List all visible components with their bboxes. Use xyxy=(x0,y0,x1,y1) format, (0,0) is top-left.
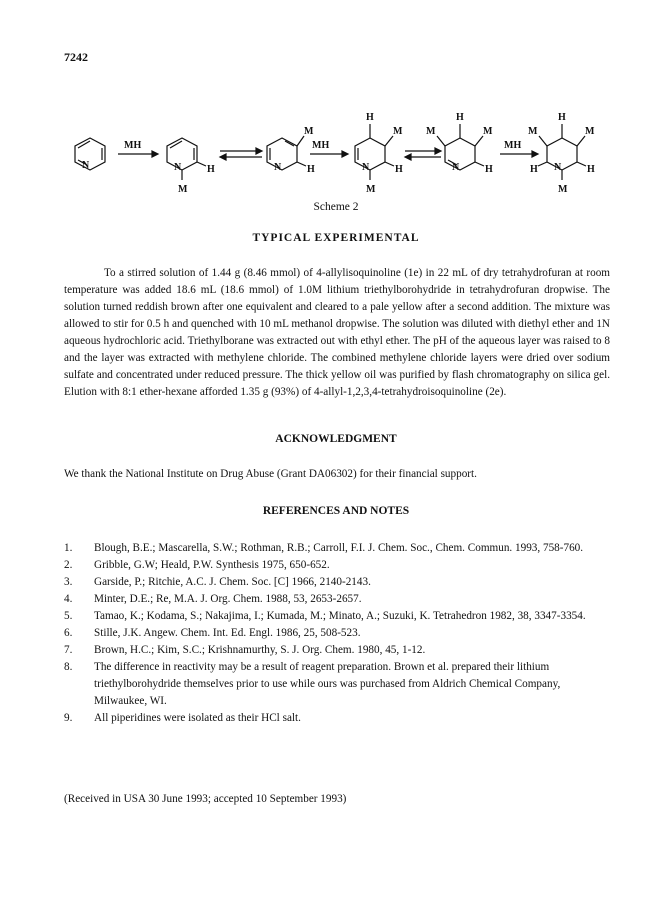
reference-number: 1. xyxy=(64,542,73,554)
reference-number: 2. xyxy=(64,559,73,571)
svg-text:H: H xyxy=(307,164,315,175)
svg-text:H: H xyxy=(530,164,538,175)
svg-text:M: M xyxy=(366,184,376,195)
reference-text: The difference in reactivity may be a result of reagent preparation. Brown et al. prepared their lithium triethylborohydride themselves prior to use while ours was purchased from Aldrich Chemical Company, Milwaukee, WI. xyxy=(94,661,561,707)
reference-number: 4. xyxy=(64,593,73,605)
svg-text:H: H xyxy=(456,112,464,123)
references-heading: REFERENCES AND NOTES xyxy=(262,505,410,517)
experimental-paragraph: To a stirred solution of 1.44 g (8.46 mmol) of 4-allylisoquinoline (1e) in 22 mL of dry tetrahydrofuran at room temperature was added 18.6 mL (18.6 mmol) of 1.0M lithium triethylborohydride in tetrahydrofuran dropwise. The solution turned reddish brown after one equivalent and cleared to a pale yellow after a second addition. The mixture was allowed to stir for 0.5 h and quenched with 10 mL methanol dropwise. The solution was diluted with diethyl ether and 1N aqueous hydrochloric acid. Triethylborane was extracted out with ethyl ether. The pH of the aqueous layer was raised to 8 and the layer was extracted with methylene chloride. The combined methylene chloride layers were dried over sodium sulfate and concentrated under reduced pressure. The thick yellow oil was purified by flash chromatography on silica gel. Elution with 8:1 ether-hexane afforded 1.35 g (93%) of 4-allyl-1,2,3,4-tetrahydroisoquinoline (2e). xyxy=(64,267,610,398)
received-note: (Received in USA 30 June 1993; accepted 10 September 1993) xyxy=(64,793,347,805)
reference-text: Stille, J.K. Angew. Chem. Int. Ed. Engl. 1986, 25, 508-523. xyxy=(94,627,361,639)
reference-text: All piperidines were isolated as their HCl salt. xyxy=(94,712,301,724)
svg-text:N: N xyxy=(452,162,460,173)
svg-text:MH: MH xyxy=(504,140,522,151)
page-number: 7242 xyxy=(64,50,88,64)
reference-text: Blough, B.E.; Mascarella, S.W.; Rothman, R.B.; Carroll, F.I. J. Chem. Soc., Chem. Commun. 1993, 758-760. xyxy=(94,542,584,554)
svg-text:H: H xyxy=(366,112,374,123)
acknowledgment-heading: ACKNOWLEDGMENT xyxy=(275,433,397,445)
svg-text:M: M xyxy=(528,126,538,137)
reference-item xyxy=(64,625,610,642)
reference-item xyxy=(64,557,610,574)
reference-item xyxy=(64,710,610,727)
svg-text:M: M xyxy=(393,126,403,137)
reference-number: 7. xyxy=(64,644,73,656)
reference-item xyxy=(64,659,610,710)
svg-text:N: N xyxy=(362,162,370,173)
references-list xyxy=(64,540,610,727)
svg-text:M: M xyxy=(483,126,493,137)
svg-text:M: M xyxy=(178,184,188,195)
reference-number: 5. xyxy=(64,610,73,622)
reference-text: Brown, H.C.; Kim, S.C.; Krishnamurthy, S. J. Org. Chem. 1980, 45, 1-12. xyxy=(94,644,426,656)
svg-text:M: M xyxy=(558,184,568,195)
svg-text:M: M xyxy=(585,126,595,137)
svg-text:MH: MH xyxy=(124,140,142,151)
reference-text: Minter, D.E.; Re, M.A. J. Org. Chem. 1988, 53, 2653-2657. xyxy=(94,593,362,605)
scheme-diagram xyxy=(60,100,620,200)
svg-text:H: H xyxy=(558,112,566,123)
reference-number: 8. xyxy=(64,661,73,673)
svg-text:H: H xyxy=(395,164,403,175)
svg-text:N: N xyxy=(554,162,562,173)
acknowledgment-text: We thank the National Institute on Drug Abuse (Grant DA06302) for their financial support. xyxy=(64,468,477,480)
svg-text:N: N xyxy=(174,162,182,173)
reaction-scheme xyxy=(60,100,620,200)
svg-text:H: H xyxy=(587,164,595,175)
svg-text:N: N xyxy=(274,162,282,173)
svg-text:H: H xyxy=(207,164,215,175)
experimental-heading: TYPICAL EXPERIMENTAL xyxy=(252,232,420,244)
reference-item xyxy=(64,608,610,625)
svg-text:N: N xyxy=(82,160,90,171)
scheme-caption: Scheme 2 xyxy=(313,201,359,213)
reference-item xyxy=(64,642,610,659)
svg-text:MH: MH xyxy=(312,140,330,151)
svg-text:M: M xyxy=(426,126,436,137)
svg-text:M: M xyxy=(304,126,314,137)
reference-text: Gribble, G.W; Heald, P.W. Synthesis 1975, 650-652. xyxy=(94,559,330,571)
reference-number: 9. xyxy=(64,712,73,724)
svg-text:H: H xyxy=(485,164,493,175)
reference-number: 6. xyxy=(64,627,73,639)
reference-text: Garside, P.; Ritchie, A.C. J. Chem. Soc. [C] 1966, 2140-2143. xyxy=(94,576,371,588)
reference-number: 3. xyxy=(64,576,73,588)
reference-item xyxy=(64,540,610,557)
reference-item xyxy=(64,574,610,591)
reference-item xyxy=(64,591,610,608)
reference-text: Tamao, K.; Kodama, S.; Nakajima, I.; Kumada, M.; Minato, A.; Suzuki, K. Tetrahedron 1982, 38, 3347-3354. xyxy=(94,610,586,622)
